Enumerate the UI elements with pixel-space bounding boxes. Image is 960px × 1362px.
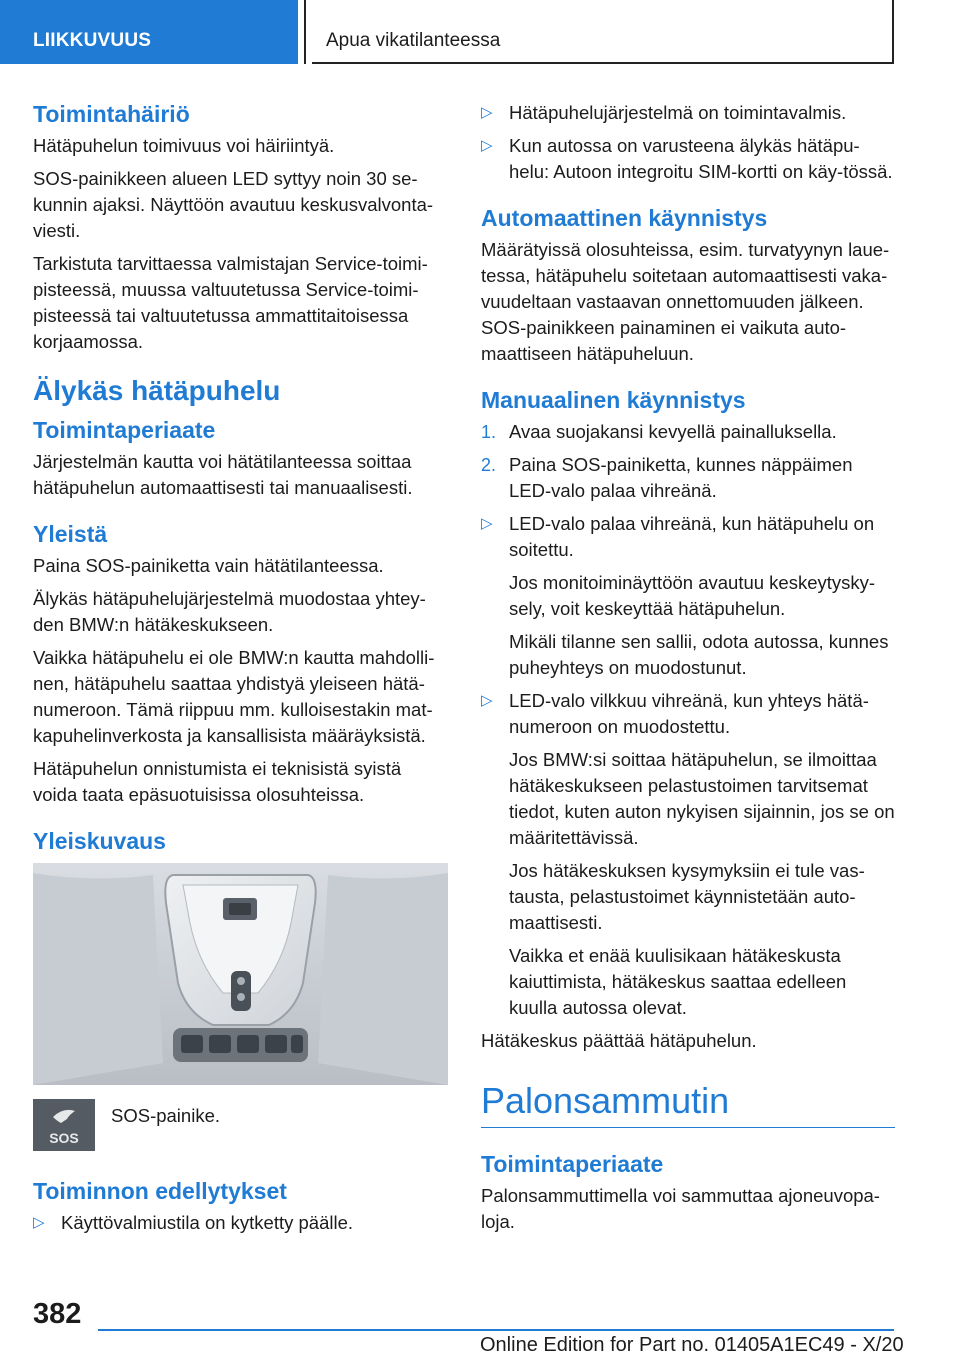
heading-yleiskuvaus: Yleiskuvaus: [33, 828, 166, 854]
header-section-tab: [0, 0, 298, 64]
result-item: ▷ LED-valo palaa vihreänä, kun hätäpuhelu on soitettu.: [481, 513, 875, 560]
paragraph: Hätäpuhelun toimivuus voi häiriintyä.: [33, 135, 335, 156]
triangle-bullet-icon: ▷: [481, 692, 493, 709]
paragraph: Älykäs hätäpuhelujärjestelmä muodostaa yhtey-den BMW:n hätäkeskukseen.: [33, 588, 426, 635]
step-number: 2.: [481, 455, 497, 475]
paragraph: Tarkistuta tarvittaessa valmistajan Service-toimi-pisteessä, muussa valtuutetussa Service-toimi-pisteessä tai valtuutetussa ammattitaitoisessa korjaamossa.: [33, 253, 428, 352]
heading-toiminnon-edellytykset: Toiminnon edellytykset: [33, 1178, 287, 1204]
footer-edition-text: Online Edition for Part no. 01405A1EC49 - X/20: [480, 1334, 904, 1356]
svg-text:SOS: SOS: [49, 1130, 79, 1146]
heading-alykas-hatapuhelu: Älykäs hätäpuhelu: [33, 375, 281, 406]
step-item: 1. Avaa suojakansi kevyellä painalluksella.: [481, 419, 895, 445]
paragraph: SOS-painikkeen alueen LED syttyy noin 30 se-kunnin ajaksi. Näyttöön avautuu keskusvalvonta-viesti.: [33, 168, 434, 241]
paragraph: Paina SOS-painiketta vain hätätilanteessa.: [33, 555, 384, 576]
heading-yleista: Yleistä: [33, 521, 108, 547]
header-divider: [304, 0, 306, 64]
right-column: [481, 100, 895, 1242]
triangle-bullet-icon: ▷: [481, 137, 493, 154]
step-number: 1.: [481, 422, 497, 442]
paragraph: Hätäpuhelun onnistumista ei teknisistä syistä voida taata epäsuotuisissa olosuhteissa.: [33, 758, 402, 805]
sos-button-label: SOS-painike.: [111, 1105, 220, 1126]
paragraph: Määrätyissä olosuhteissa, esim. turvatyynyn laue-tessa, hätäpuhelu soitetaan automaattisesti vaka-vuudeltaan vastaavan onnettomuuden jälkeen. SOS-painikkeen painaminen ei vaikuta auto-maattiseen hätäpuheluun.: [481, 239, 890, 364]
result-detail: Jos monitoiminäyttöön avautuu keskeytysky-sely, voit keskeyttää hätäpuhelun.: [509, 572, 876, 619]
footer-divider: [98, 1329, 894, 1331]
heading-toimintaperiaate: Toimintaperiaate: [33, 417, 216, 443]
paragraph: Järjestelmän kautta voi hätätilanteessa soittaa hätäpuhelun automaattisesti tai manuaalisesti.: [33, 451, 413, 498]
paragraph: Hätäkeskus päättää hätäpuhelun.: [481, 1030, 757, 1051]
left-column: [33, 100, 448, 1243]
list-item: ▷ Käyttövalmiustila on kytketty päälle.: [33, 1210, 448, 1236]
result-detail: Jos hätäkeskuksen kysymyksiin ei tule vas-tausta, pelastustoimet käynnistetään auto-maattisesti.: [509, 860, 865, 933]
sos-button-legend: [33, 1099, 448, 1161]
triangle-bullet-icon: ▷: [481, 104, 493, 121]
heading-palonsammutin: Palonsammutin: [481, 1079, 895, 1128]
triangle-bullet-icon: ▷: [481, 515, 493, 532]
paragraph: Vaikka hätäpuhelu ei ole BMW:n kautta mahdolli-nen, hätäpuhelu saattaa yhdistyä yleiseen hätä-numeroon. Tämä riippuu mm. kulloisestakin mat-kapuhelinverkosta ja kansallisista määräyksistä.: [33, 647, 435, 746]
result-detail: Vaikka et enää kuulisikaan hätäkeskusta kaiuttimista, hätäkeskus saattaa edelleen kuulla autossa olevat.: [509, 945, 847, 1018]
paragraph: Palonsammuttimella voi sammuttaa ajoneuvopa-loja.: [481, 1185, 880, 1232]
page-number: 382: [33, 1298, 82, 1330]
list-item: ▷ Kun autossa on varusteena älykäs hätäpu-helu: Autoon integroitu SIM-kortti on käy-tössä.: [481, 135, 893, 182]
sos-button-icon: [33, 1099, 95, 1151]
result-item: ▷ LED-valo vilkkuu vihreänä, kun yhteys hätä-numeroon on muodostettu.: [481, 690, 869, 737]
result-detail: Jos BMW:si soittaa hätäpuhelun, se ilmoittaa hätäkeskukseen pelastustoimen tarvitsemat tiedot, kuten auton nykyisen sijainnin, jos se on määritettävissä.: [509, 749, 895, 848]
roof-console-illustration: [33, 863, 448, 1085]
header-chapter-title: Apua vikatilanteessa: [326, 30, 501, 51]
header-section-title: LIIKKUVUUS: [33, 30, 152, 51]
heading-toimintahairio: Toimintahäiriö: [33, 101, 190, 127]
heading-toimintaperiaate-2: Toimintaperiaate: [481, 1151, 664, 1177]
header-chapter-box: [312, 0, 894, 64]
heading-automaattinen-kaynnistys: Automaattinen käynnistys: [481, 205, 768, 231]
list-item: ▷ Hätäpuhelujärjestelmä on toimintavalmis.: [481, 100, 895, 126]
result-detail: Mikäli tilanne sen sallii, odota autossa, kunnes puheyhteys on muodostunut.: [509, 631, 889, 678]
step-item: 2. Paina SOS-painiketta, kunnes näppäimen LED-valo palaa vihreänä.: [481, 454, 853, 501]
triangle-bullet-icon: ▷: [33, 1214, 45, 1231]
heading-manuaalinen-kaynnistys: Manuaalinen käynnistys: [481, 387, 746, 413]
